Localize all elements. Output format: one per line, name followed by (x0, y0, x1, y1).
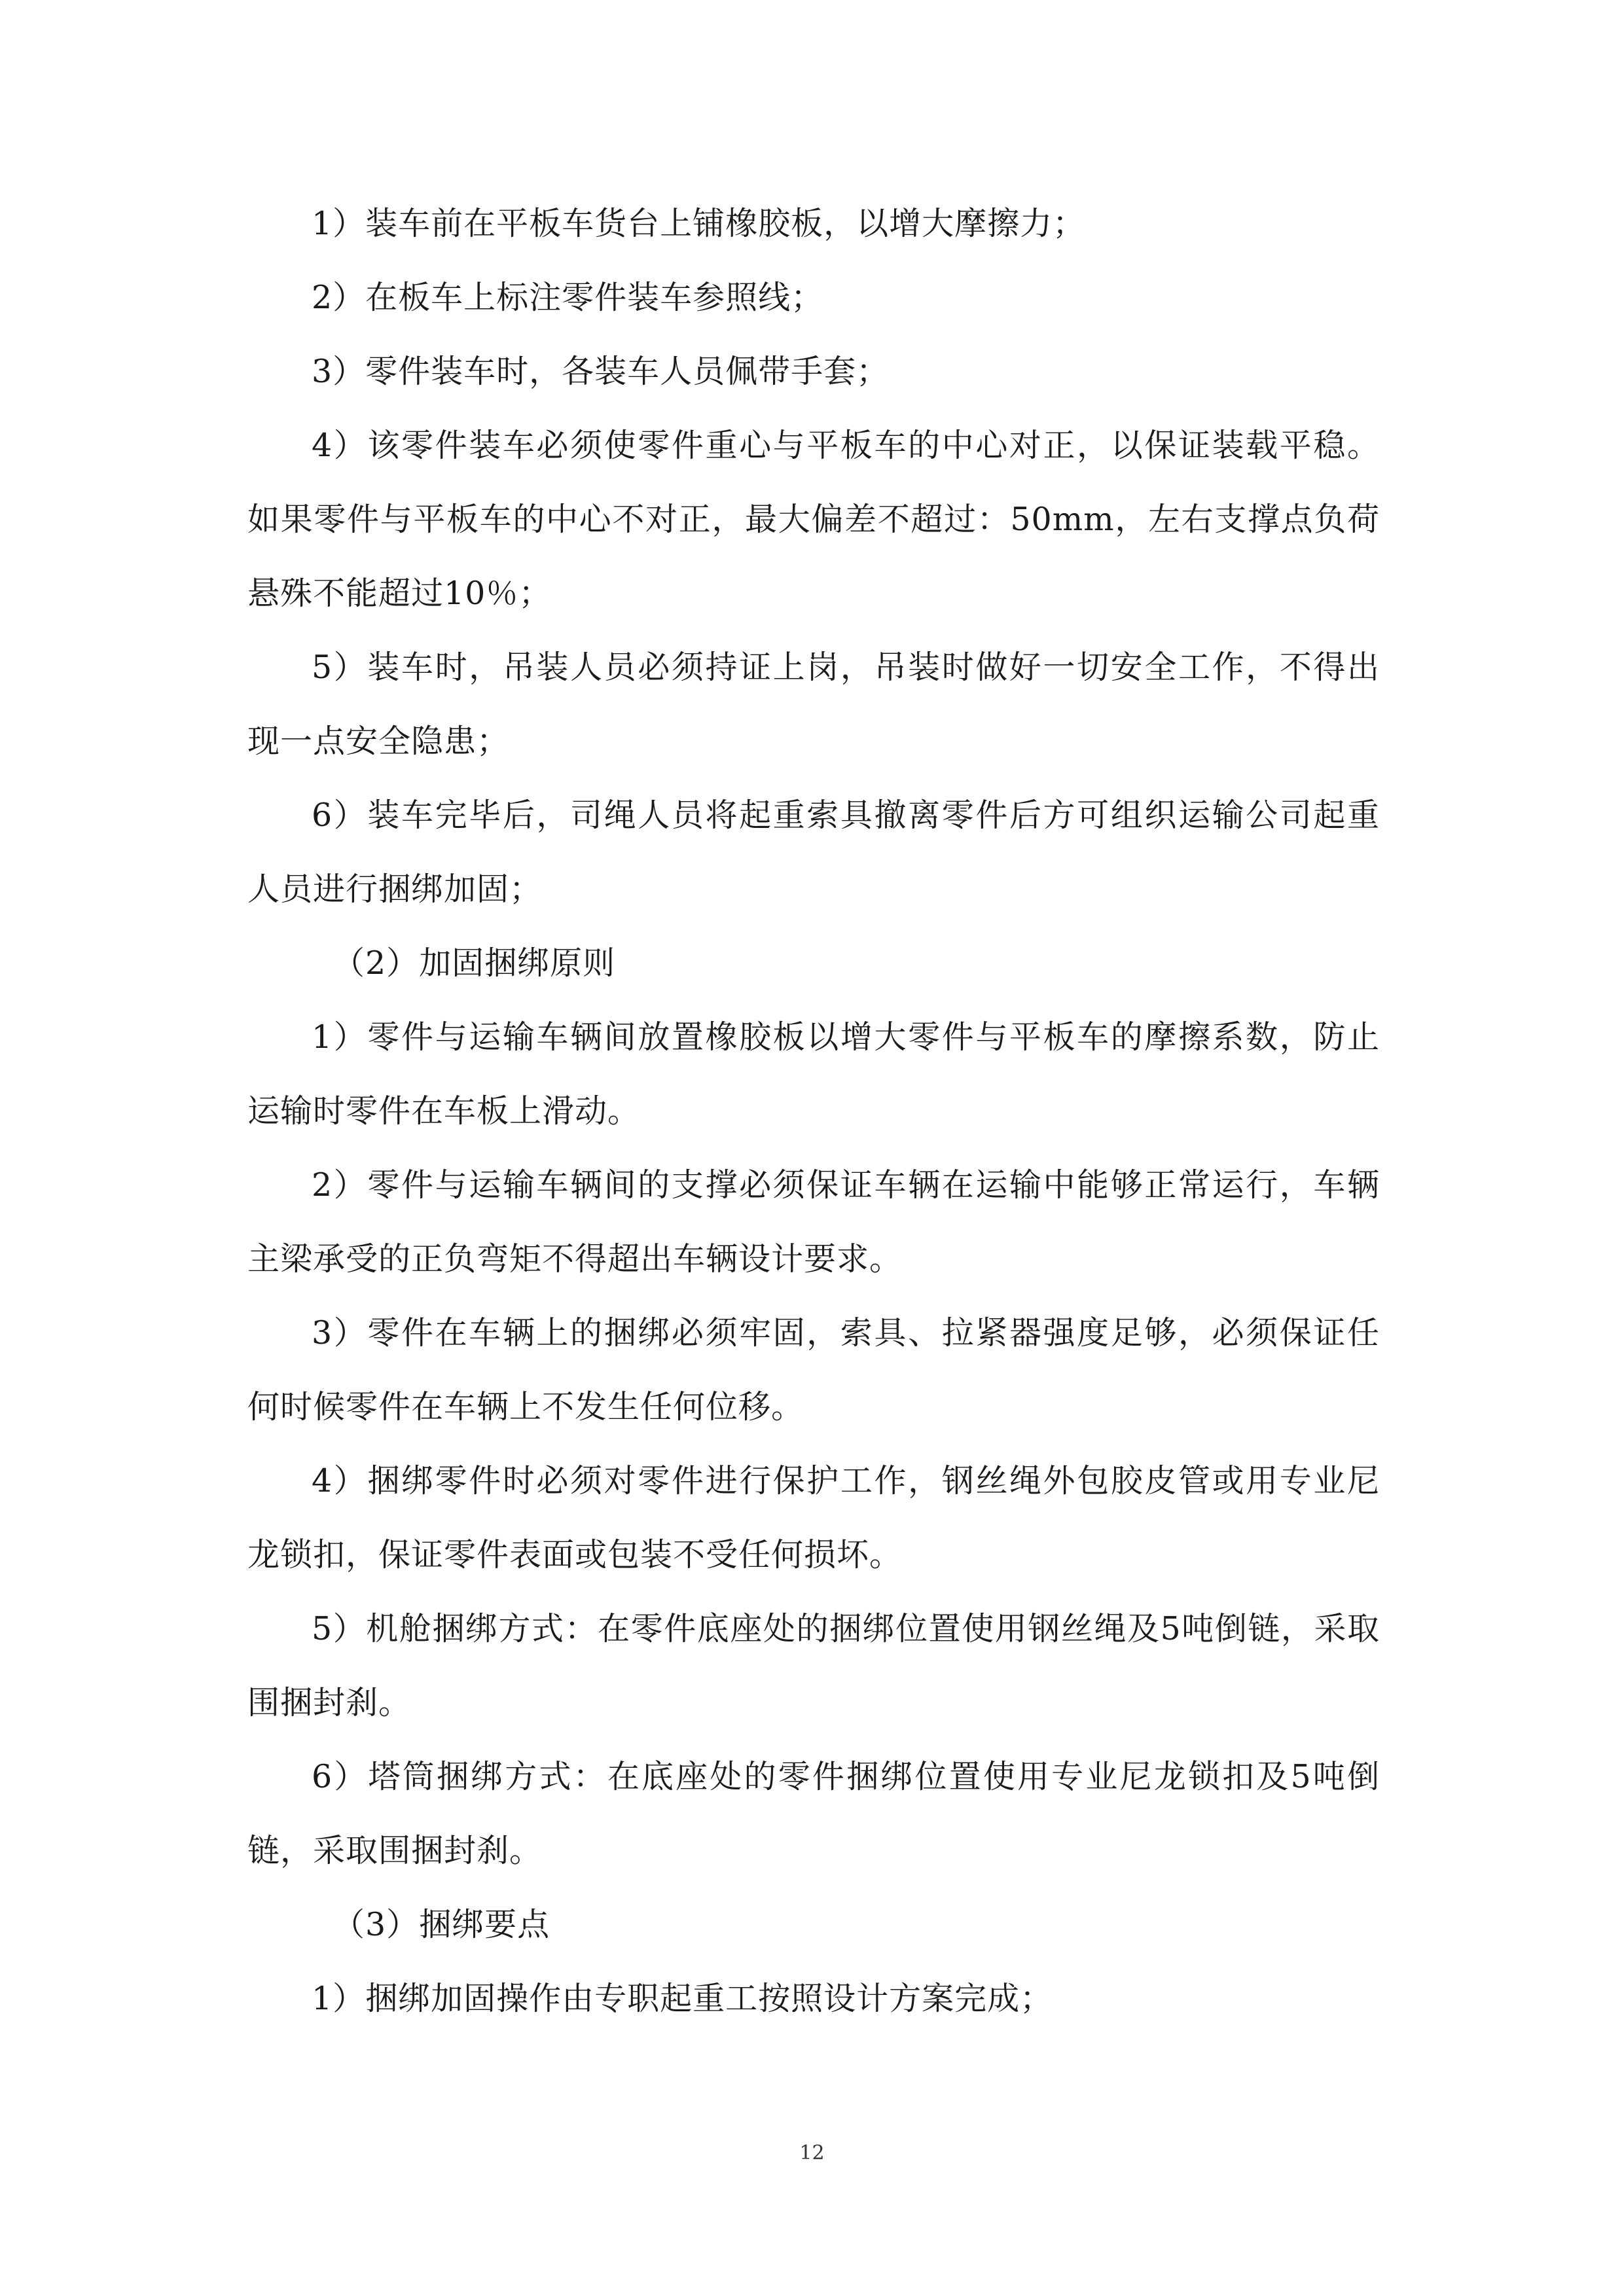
document-body (247, 187, 1380, 2036)
list-item-loading-3: 3）零件装车时，各装车人员佩带手套； (312, 353, 890, 390)
list-item-principle-1: 1）零件与运输车辆间放置橡胶板以增大零件与平板车的摩擦系数，防止运输时零件在车板上滑动。 (247, 1018, 1380, 1130)
list-item-loading-5: 5）装车时，吊装人员必须持证上岗，吊装时做好一切安全工作，不得出现一点安全隐患； (247, 649, 1380, 760)
list-item-key-point-1: 1）捆绑加固操作由专职起重工按照设计方案完成； (312, 1980, 1053, 2017)
list-item-principle-2: 2）零件与运输车辆间的支撑必须保证车辆在运输中能够正常运行，车辆主梁承受的正负弯矩不得超出车辆设计要求。 (247, 1166, 1380, 1278)
list-item-loading-1: 1）装车前在平板车货台上铺橡胶板，以增大摩擦力； (312, 205, 1086, 242)
list-item-loading-6: 6）装车完毕后，司绳人员将起重索具撤离零件后方可组织运输公司起重人员进行捆绑加固； (247, 797, 1380, 908)
list-item-principle-5: 5）机舱捆绑方式：在零件底座处的捆绑位置使用钢丝绳及5吨倒链，采取围捆封刹。 (247, 1610, 1380, 1721)
list-item-principle-3: 3）零件在车辆上的捆绑必须牢固，索具、拉紧器强度足够，必须保证任何时候零件在车辆上不发生任何位移。 (247, 1314, 1380, 1426)
section-heading-binding-principles: （2）加固捆绑原则 (333, 944, 616, 982)
list-item-loading-4: 4）该零件装车必须使零件重心与平板车的中心对正，以保证装载平稳。如果零件与平板车的中心不对正，最大偏差不超过：50mm，左右支撑点负荷悬殊不能超过10％； (247, 427, 1380, 612)
list-item-loading-2: 2）在板车上标注零件装车参照线； (312, 279, 824, 316)
page-number: 12 (799, 2142, 825, 2164)
section-heading-binding-key-points: （3）捆绑要点 (333, 1906, 550, 1943)
list-item-principle-4: 4）捆绑零件时必须对零件进行保护工作，钢丝绳外包胶皮管或用专业尼龙锁扣，保证零件表面或包装不受任何损坏。 (247, 1462, 1380, 1573)
list-item-principle-6: 6）塔筒捆绑方式：在底座处的零件捆绑位置使用专业尼龙锁扣及5吨倒链，采取围捆封刹。 (247, 1758, 1380, 1869)
